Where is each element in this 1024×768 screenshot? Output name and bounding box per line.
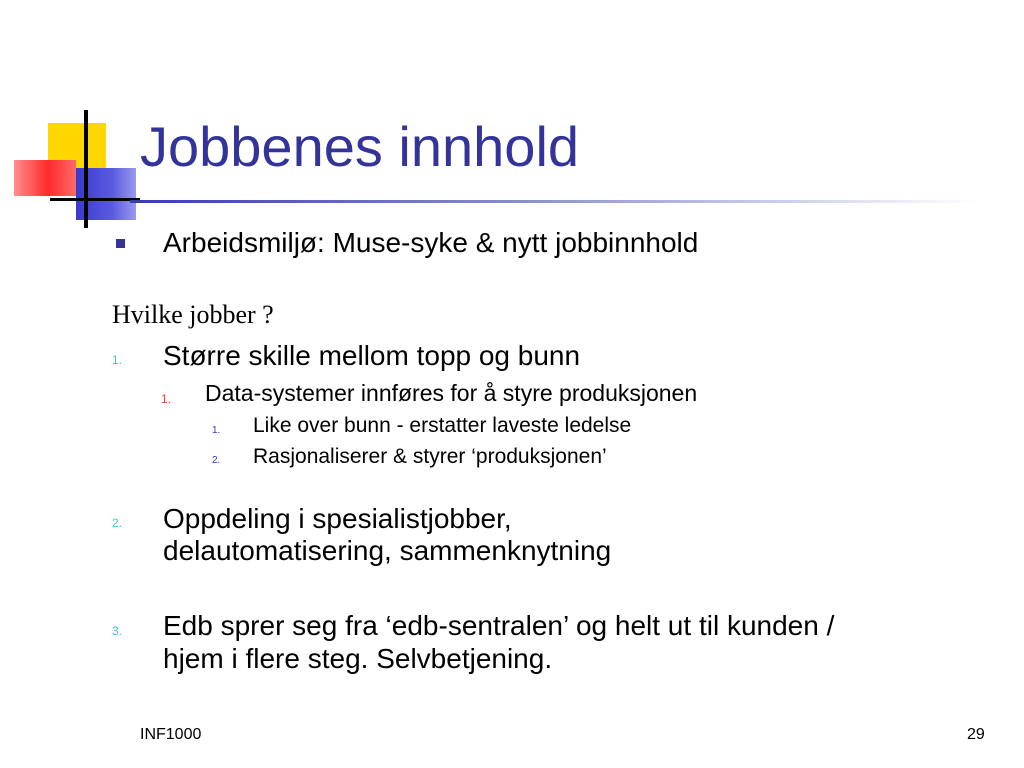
item-1-1-1-number: 1.	[212, 425, 221, 436]
logo-vertical-line	[84, 110, 88, 228]
logo-horizontal-line	[50, 198, 140, 201]
subheading: Hvilke jobber ?	[112, 300, 274, 329]
item-1-1-2-text: Rasjonaliserer & styrer ‘produksjonen’	[253, 445, 607, 468]
item-3-line-1: Edb sprer seg fra ‘edb-sentralen’ og helt ut til kunden /	[163, 610, 835, 641]
item-1-1-1-text: Like over bunn - erstatter laveste ledelse	[253, 414, 632, 437]
item-2-line-2: delautomatisering, sammenknytning	[163, 535, 612, 566]
item-1-1-text: Data-systemer innføres for å styre produksjonen	[205, 380, 698, 406]
item-2-line-1: Oppdeling i spesialistjobber,	[163, 503, 512, 534]
slide-number: 29	[967, 726, 985, 743]
logo-red-bar	[14, 160, 76, 196]
bullet-square-icon	[116, 239, 125, 248]
footer-course: INF1000	[140, 726, 202, 743]
bullet-text: Arbeidsmiljø: Muse-syke & nytt jobbinnhold	[163, 227, 699, 258]
title-underline	[130, 200, 980, 203]
item-2-number: 2.	[112, 516, 123, 530]
slide-title: Jobbenes innhold	[140, 115, 580, 178]
item-1-1-2-number: 2.	[212, 455, 221, 466]
item-1-1-number: 1.	[161, 392, 172, 406]
item-1-number: 1.	[112, 353, 123, 367]
item-1-text: Større skille mellom topp og bunn	[163, 340, 581, 371]
item-3-number: 3.	[112, 624, 123, 638]
item-3-line-2: hjem i flere steg. Selvbetjening.	[163, 643, 553, 674]
